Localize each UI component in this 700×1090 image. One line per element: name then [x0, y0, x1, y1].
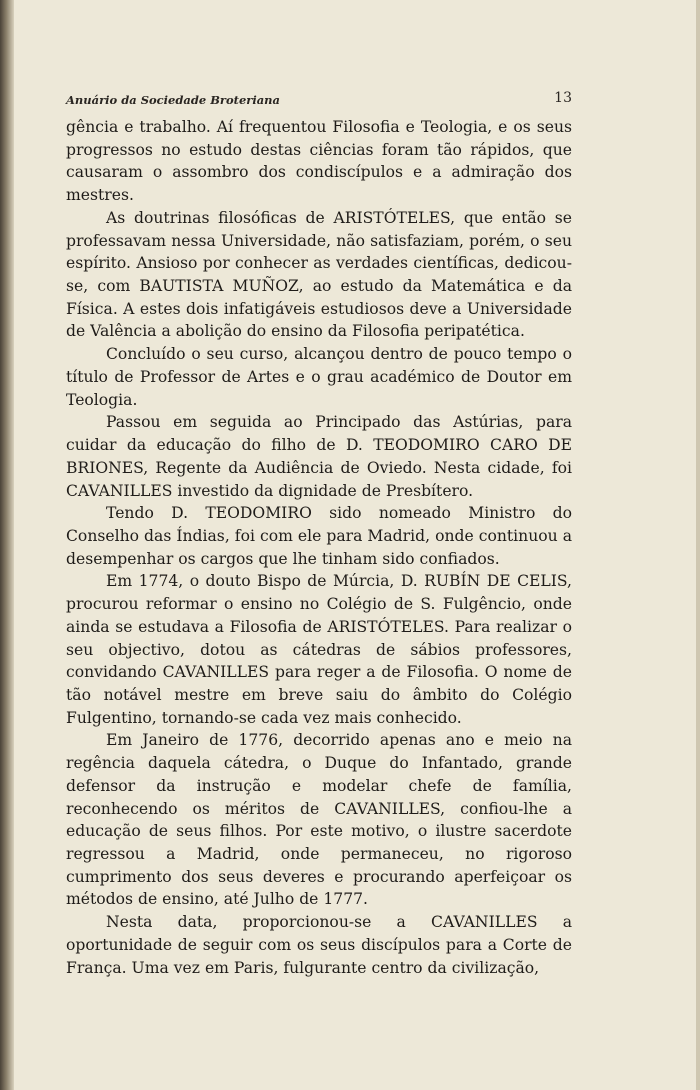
body-text	[66, 116, 572, 979]
running-title: Anuário da Sociedade Broteriana	[66, 93, 280, 107]
paragraph-murcia-1774: Em 1774, o douto Bispo de Múrcia, D. RUBÍN DE CELIS, procurou reformar o ensino no Colégio de S. Fulgêncio, onde ainda se estudava a Filosofia de ARISTÓTELES. Para realizar o seu objectivo, dotou as cátedras de sábios professores, convidando CAVANILLES para reger a de Filosofia. O nome de tão notável mestre em breve saiu do âmbito do Colégio Fulgentino, tornando-se cada vez mais conhecido.	[66, 572, 572, 727]
paragraph-council-indies: Tendo D. TEODOMIRO sido nomeado Ministro do Conselho das Índias, foi com ele para Madrid, onde continuou a desempenhar os cargos que lhe tinham sido confiados.	[66, 504, 572, 568]
paragraph-continuation: gência e trabalho. Aí frequentou Filosofia e Teologia, e os seus progressos no estudo destas ciências foram tão rápidos, que causaram o assombro dos condiscípulos e a admiração dos mestres.	[66, 118, 572, 205]
page-number: 13	[554, 90, 572, 106]
running-header	[66, 90, 572, 112]
page-edge	[696, 0, 700, 1090]
paragraph-course-completion: Concluído o seu curso, alcançou dentro de pouco tempo o título de Professor de Artes e o grau académico de Doutor em Teologia.	[66, 345, 572, 409]
paragraph-january-1776: Em Janeiro de 1776, decorrido apenas ano e meio na regência daquela cátedra, o Duque do Infantado, grande defensor da instrução e modelar chefe de família, reconhecendo os méritos de CAVANILLES, confiou-lhe a educação de seus filhos. Por este motivo, o ilustre sacerdote regressou a Madrid, onde permaneceu, no rigoroso cumprimento dos seus deveres e procurando aperfeiçoar os métodos de ensino, até Julho de 1777.	[66, 731, 572, 909]
paragraph-asturias: Passou em seguida ao Principado das Astúrias, para cuidar da educação do filho de D. TEODOMIRO CARO DE BRIONES, Regente da Audiência de Oviedo. Nesta cidade, foi CAVANILLES investido da dignidade de Presbítero.	[66, 413, 572, 500]
paragraph-france: Nesta data, proporcionou-se a CAVANILLES a oportunidade de seguir com os seus discípulos para a Corte de França. Uma vez em Paris, fulgurante centro da civilização,	[66, 913, 572, 977]
paragraph-aristotle-doctrines: As doutrinas filosóficas de ARISTÓTELES, que então se professavam nessa Universidade, não satisfaziam, porém, o seu espírito. Ansioso por conhecer as verdades científicas, dedicou-se, com BAUTISTA MUÑOZ, ao estudo da Matemática e da Física. A estes dois infatigáveis estudiosos deve a Universidade de Valência a abolição do ensino da Filosofia peripatética.	[66, 208, 572, 341]
book-binding-shadow	[0, 0, 14, 1090]
